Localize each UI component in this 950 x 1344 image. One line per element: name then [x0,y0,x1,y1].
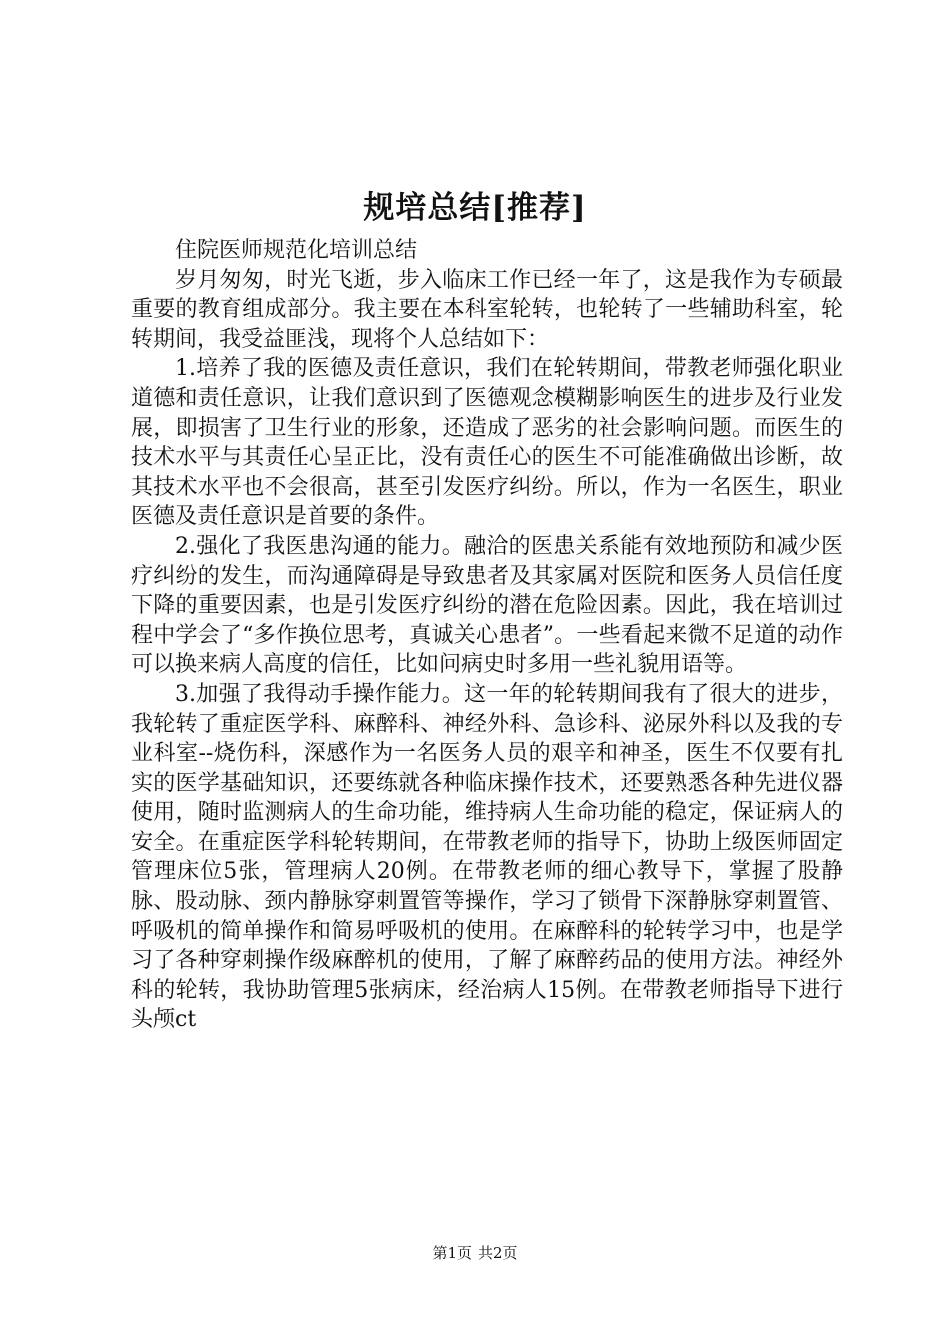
paragraph-practice: 3.加强了我得动手操作能力。这一年的轮转期间我有了很大的进步，我轮转了重症医学科、麻醉科、神经外科、急诊科、泌尿外科以及我的专业科室--烧伤科，深感作为一名医务人员的艰辛和神圣，医生不仅要有扎实的医学基础知识，还要练就各种临床操作技术，还要熟悉各种先进仪器使用，随时监测病人的生命功能，维持病人生命功能的稳定，保证病人的安全。在重症医学科轮转期间，在带教老师的指导下，协助上级医师固定管理床位5张，管理病人20例。在带教老师的细心教导下，掌握了股静脉、股动脉、颈内静脉穿刺置管等操作，学习了锁骨下深静脉穿刺置管、呼吸机的简单操作和简易呼吸机的使用。在麻醉科的轮转学习中，也是学习了各种穿刺操作级麻醉机的使用，了解了麻醉药品的使用方法。神经外科的轮转，我协助管理5张病床，经治病人15例。在带教老师指导下进行头颅ct [131,681,843,1033]
page-total: 共2页 [478,1244,518,1262]
subtitle-paragraph: 住院医师规范化培训总结 [175,238,418,263]
intro-paragraph: 岁月匆匆，时光飞逝，步入临床工作已经一年了，这是我作为专硕最重要的教育组成部分。我主要在本科室轮转，也轮转了一些辅助科室，轮转期间，我受益匪浅，现将个人总结如下： [131,267,843,352]
page-number: 第1页 [432,1244,472,1262]
document-title: 规培总结[推荐] [363,190,587,226]
page-footer [0,1243,950,1263]
paragraph-ethics: 1.培养了我的医德及责任意识，我们在轮转期间，带教老师强化职业道德和责任意识，让我们意识到了医德观念模糊影响医生的进步及行业发展，即损害了卫生行业的形象，还造成了恶劣的社会影响问题。而医生的技术水平与其责任心呈正比，没有责任心的医生不可能准确做出诊断，故其技术水平也不会很高，甚至引发医疗纠纷。所以，作为一名医生，职业医德及责任意识是首要的条件。 [131,356,843,530]
document-body [131,236,843,1035]
paragraph-communication: 2.强化了我医患沟通的能力。融洽的医患关系能有效地预防和减少医疗纠纷的发生，而沟通障碍是导致患者及其家属对医院和医务人员信任度下降的重要因素，也是引发医疗纠纷的潜在危险因素。因此，我在培训过程中学会了“多作换位思考，真诚关心患者”。一些看起来微不足道的动作可以换来病人高度的信任，比如问病史时多用一些礼貌用语等。 [131,533,843,678]
